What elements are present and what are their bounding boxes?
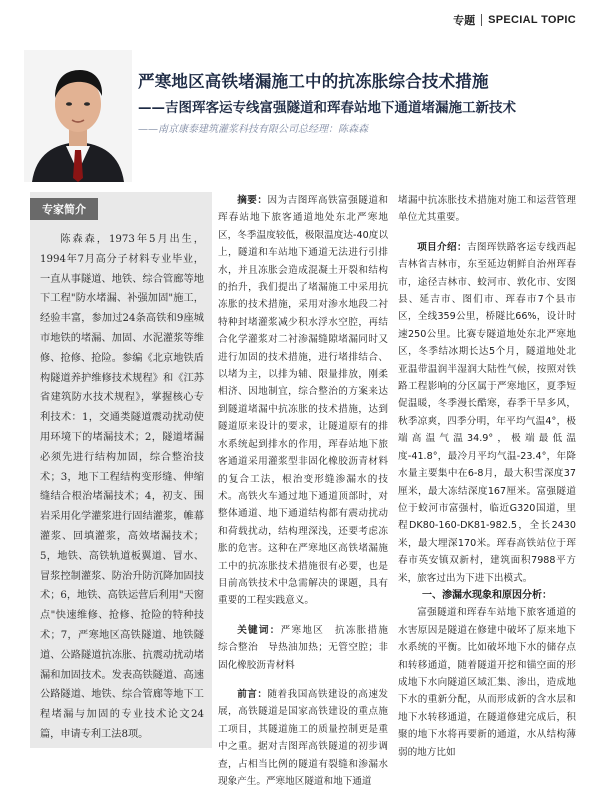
keywords-paragraph xyxy=(218,622,398,674)
intro-continuation: 堵漏中抗冻胀技术措施对施工和运营管理单位尤其重要。 xyxy=(398,195,576,224)
topic-label-cn: 专题 xyxy=(453,14,476,27)
article-subtitle: ——吉图珲客运专线富强隧道和珲春站地下通道堵漏施工新技术 xyxy=(138,100,516,116)
project-overview-label: 项目介绍： xyxy=(417,241,467,253)
section-heading: 一、渗漏水现象和原因分析： xyxy=(422,589,552,601)
profile-text: 陈森森，1973年5月出生，1994年7月高分子材料专业毕业，一直从事隧道、地铁、综合管廊等地下工程"防水堵漏、补强加固"施工，经验丰富，参加过24条高铁和9座城市地铁的堵漏、加固、水泥灌浆等维修、抢修、抢险。参编《北京地铁盾构隧道养护维修技术规程》和《江苏省建筑防水技术规程》，掌握核心专利技术：1，交通类隧道震动扰动使用环境下的堵漏技术；2，隧道堵漏必须先进行结构加固，综合整治技术；3，地下工程结构变形缝、伸缩缝结合根治堵漏技术；4，初支、围岩采用化学灌浆进行固结灌浆，帷幕灌浆、回填灌浆，高效堵漏技术；5，地铁、高铁轨道板翼道、冒水、冒浆控制灌浆、防治升防沉降加固技术；6，地铁、高铁运营后利用"天窗点"快速维修、抢修、抢险的特种技术；7，严寒地区高铁隧道、地铁隧道、公路隧道抗冻胀、抗震动扰动堵漏和加固技术。发表高铁隧道、高速公路隧道、地铁、综合管廊等地下工程堵漏与加固的专业技术论文24篇，申请专利工法8项。 xyxy=(40,234,204,740)
abstract-label: 摘要： xyxy=(237,195,268,206)
profile-heading: 专家简介 xyxy=(30,198,98,220)
topic-label-en: SPECIAL TOPIC xyxy=(488,14,576,26)
author-line: ——南京康泰建筑灌浆科技有限公司总经理：陈森森 xyxy=(138,124,368,135)
project-overview-paragraph xyxy=(398,239,576,587)
topic-divider xyxy=(481,14,482,26)
preface-label: 前言： xyxy=(237,688,268,700)
topic-header xyxy=(453,12,576,28)
keywords-label: 关键词： xyxy=(237,624,281,636)
abstract-paragraph xyxy=(218,192,388,610)
expert-profile-box xyxy=(30,192,212,748)
article-title-block xyxy=(138,68,580,135)
article-column-3 xyxy=(398,192,576,761)
preface-text: 随着我国高铁建设的高速发展，高铁隧道是国家高铁建设的重点施工项目，其隧道施工的质量控制更是重中之重。据对吉图珲高铁隧道的初步调查，占相当比例的隧道有裂缝和渗漏水现象产生。严寒地区隧道和地下通道 xyxy=(218,688,389,787)
preface-paragraph xyxy=(218,686,388,790)
author-photo xyxy=(24,50,132,182)
section-paragraph: 富强隧道和珲春车站地下旅客通道的水害原因是隧道在修建中破坏了原来地下水系统的平衡。比如破坏地下水的储存点和转移通道，随着隧道开挖和锚空面的形成地下水向隧道区域汇集、渗出，造成地下水的重新分配，从而形成新的含水层和地下水转移通道，在隧道修建完成后，积聚的地下水将再要新的通道，水从结构薄弱的地方比如 xyxy=(398,607,576,758)
article-title: 严寒地区高铁堵漏施工中的抗冻胀综合技术措施 xyxy=(138,72,489,91)
abstract-text: 因为吉图珲高铁富强隧道和珲春站地下旅客通道地处东北严寒地区，冬季温度较低，极限温度达-40度以上，隧道和车站地下通道无法进行引排水，并且冻胀会造成混凝土开裂和结构的抬升，我们提出了堵漏施工中采用抗冻胀的技术措施，采用对渗水地段二衬特种封堵灌浆减少积水浮水空腔，再结合化学灌浆对二衬渗漏缝隙堵漏同时又进行加固的技术措施，进行堵排结合、以堵为主，以排为辅、限量排放，刚柔相济、因地制宜，综合整治的方案来达到隧道堵漏中抗冻胀的技术措施，达到隧道原来设计的要求，让隧道原有的排水系统起到排水的作用，珲春站地下旅客通道采用灌浆型非固化橡胶沥青材料的复合工法，根治变形缝渗漏水的技术。高铁火车通过地下通道顶部时，对整体通道、地下通道结构都有震动扰动和荷载扰动，结构理深浅，还要考虑冻胀的危害。这种在严寒地区高铁堵漏施工中的抗冻胀技术措施很有必要，也是目前高铁技术中急需解决的课题，具有重要的工程实践意义。 xyxy=(218,195,389,607)
keywords-text: 严寒地区 抗冻胀措施 综合整治 导热油加热；无管空腔；非固化橡胶沥青材料 xyxy=(218,624,398,671)
project-overview-text: 吉图珲铁路客运专线西起吉林省吉林市，东至延边朝鲜自治州珲春市，途径吉林市、蛟河市、敦化市、安图县、延吉市、图们市、珲春市7个县市区，全线359公里，桥隧比66%，设计时速250公里。比赛专隧道地处东北严寒地区，冬季结冰期长达5个月，隧道地处北亚温带温润半湿润大陆性气候，按照对铁路工程影响的分区属于严寒地区，夏季短促温暖，冬季漫长酷寒，春季干旱多风，秋季凉爽，四季分明，年平均气温4°，极端高温气温34.9°，极端最低温度-41.8°，最冷月平均气温-23.4°，年降水量主要集中在6-8月，最大积雪深度37厘米，最大冻结深度167厘米。富强隧道位于蛟河市富强村，临近G320国道，里程DK80-160-DK81-982.5，全长2430米，最大埋深170米。珲春高铁站位于珲春市英安镇双新村，建筑面积7988平方米，旅客过出为下进下出模式。 xyxy=(398,241,577,584)
portrait-illustration xyxy=(24,50,132,182)
article-column-2 xyxy=(218,192,398,790)
